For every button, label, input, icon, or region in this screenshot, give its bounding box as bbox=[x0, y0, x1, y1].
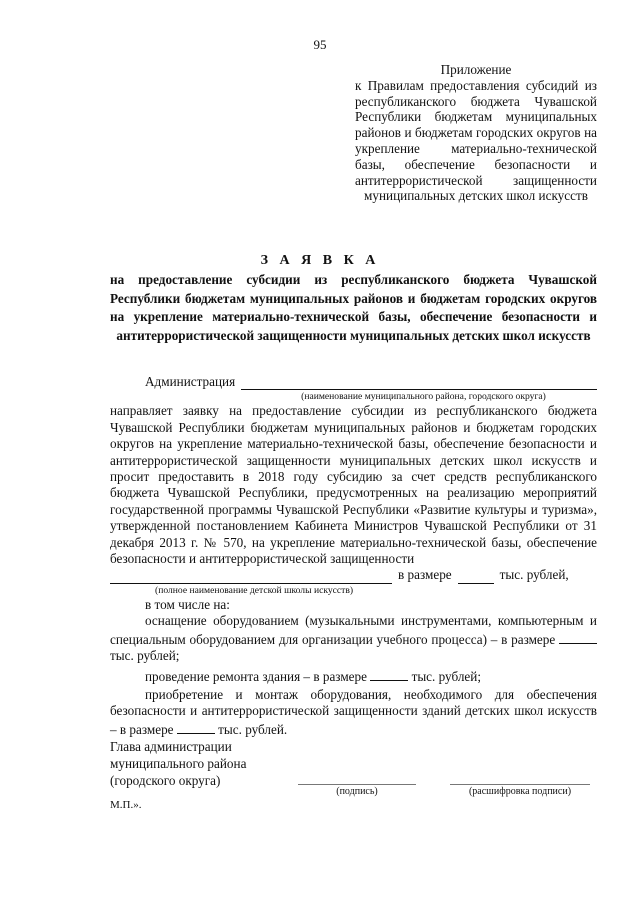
item-security-unit: тыс. рублей. bbox=[218, 721, 288, 737]
signature-field[interactable] bbox=[298, 784, 416, 785]
admin-label: Администрация bbox=[145, 374, 236, 389]
item-repair-unit: тыс. рублей; bbox=[411, 668, 482, 684]
security-amount-field[interactable] bbox=[177, 720, 215, 734]
item-equipment bbox=[110, 613, 597, 664]
appendix-text: к Правилам предоставления субсидий из республиканского бюджета Чувашской Республики бюджетам муниципальных районов и бюджетам городских округов на укрепление материально-технической базы, обеспечение безопасности и антитеррористической защищенности муниципальных детских школ искусств bbox=[355, 77, 597, 204]
item-repair-text: проведение ремонта здания – в размере bbox=[145, 668, 367, 684]
amount-prefix: в размере bbox=[398, 567, 452, 583]
appendix-heading: Приложение bbox=[440, 62, 512, 77]
signature-decode-caption: (расшифровка подписи) bbox=[468, 786, 572, 797]
item-equipment-text: оснащение оборудованием (музыкальными инструментами, компьютерным и специальным оборудованием для организации учебного процесса) – в размере bbox=[110, 613, 597, 647]
signature-decode-field[interactable] bbox=[450, 784, 590, 785]
total-amount-field[interactable] bbox=[458, 570, 494, 584]
appendix-block bbox=[355, 62, 597, 204]
document-subtitle: на предоставление субсидии из республиканского бюджета Чувашской Республики бюджетам муниципальных районов и бюджетам городских округов на укрепление материально-технической базы, обеспечение безопасности и антитеррористической защищенности муниципальных детских школ искусств bbox=[110, 272, 597, 343]
document-title: З А Я В К А bbox=[260, 253, 380, 268]
page-number: 95 bbox=[313, 37, 327, 52]
signature-line-2: муниципального района bbox=[110, 756, 247, 771]
item-repair bbox=[110, 667, 597, 685]
admin-caption: (наименование муниципального района, городского округа) bbox=[301, 391, 546, 403]
school-name-field[interactable] bbox=[110, 570, 392, 584]
school-amount-row bbox=[110, 567, 597, 583]
item-security bbox=[110, 687, 597, 738]
school-caption: (полное наименование детской школы искусств) bbox=[155, 584, 354, 596]
signature-line-1: Глава администрации bbox=[110, 739, 232, 754]
signature-block bbox=[110, 738, 246, 789]
admin-row bbox=[110, 374, 597, 390]
item-security-text: приобретение и монтаж оборудования, необходимого для обеспечения безопасности и антитеррористической защищенности зданий детских школ искусств – в размере bbox=[110, 686, 597, 737]
application-form bbox=[110, 374, 597, 738]
amount-unit: тыс. рублей, bbox=[499, 567, 569, 583]
including-label: в том числе на: bbox=[145, 596, 230, 612]
item-equipment-unit: тыс. рублей; bbox=[110, 648, 180, 664]
request-body: направляет заявку на предоставление субсидии из республиканского бюджета Чувашской Республики бюджетам муниципальных районов и бюджетам городских округов на укрепление материально-технической базы, обеспечение безопасности и антитеррористической защищенности муниципальных детских школ искусств и просит предоставить в 2018 году субсидию за счет средств республиканского бюджета Чувашской Республики, предусмотренных на реализацию мероприятий государственной программы Чувашской Республики «Развитие культуры и туризма», утвержденной постановлением Кабинета Министров Чувашской Республики от 31 декабря 2013 г. № 570, на укрепление материально-технической базы, обеспечение безопасности и антитеррористической защищенности bbox=[110, 403, 597, 567]
signature-caption: (подпись) bbox=[336, 786, 378, 797]
signature-line-3: (городского округа) bbox=[110, 773, 221, 788]
repair-amount-field[interactable] bbox=[370, 667, 408, 681]
equipment-amount-field[interactable] bbox=[559, 630, 597, 644]
admin-name-field[interactable] bbox=[241, 376, 597, 390]
stamp-place: М.П.». bbox=[110, 799, 142, 811]
